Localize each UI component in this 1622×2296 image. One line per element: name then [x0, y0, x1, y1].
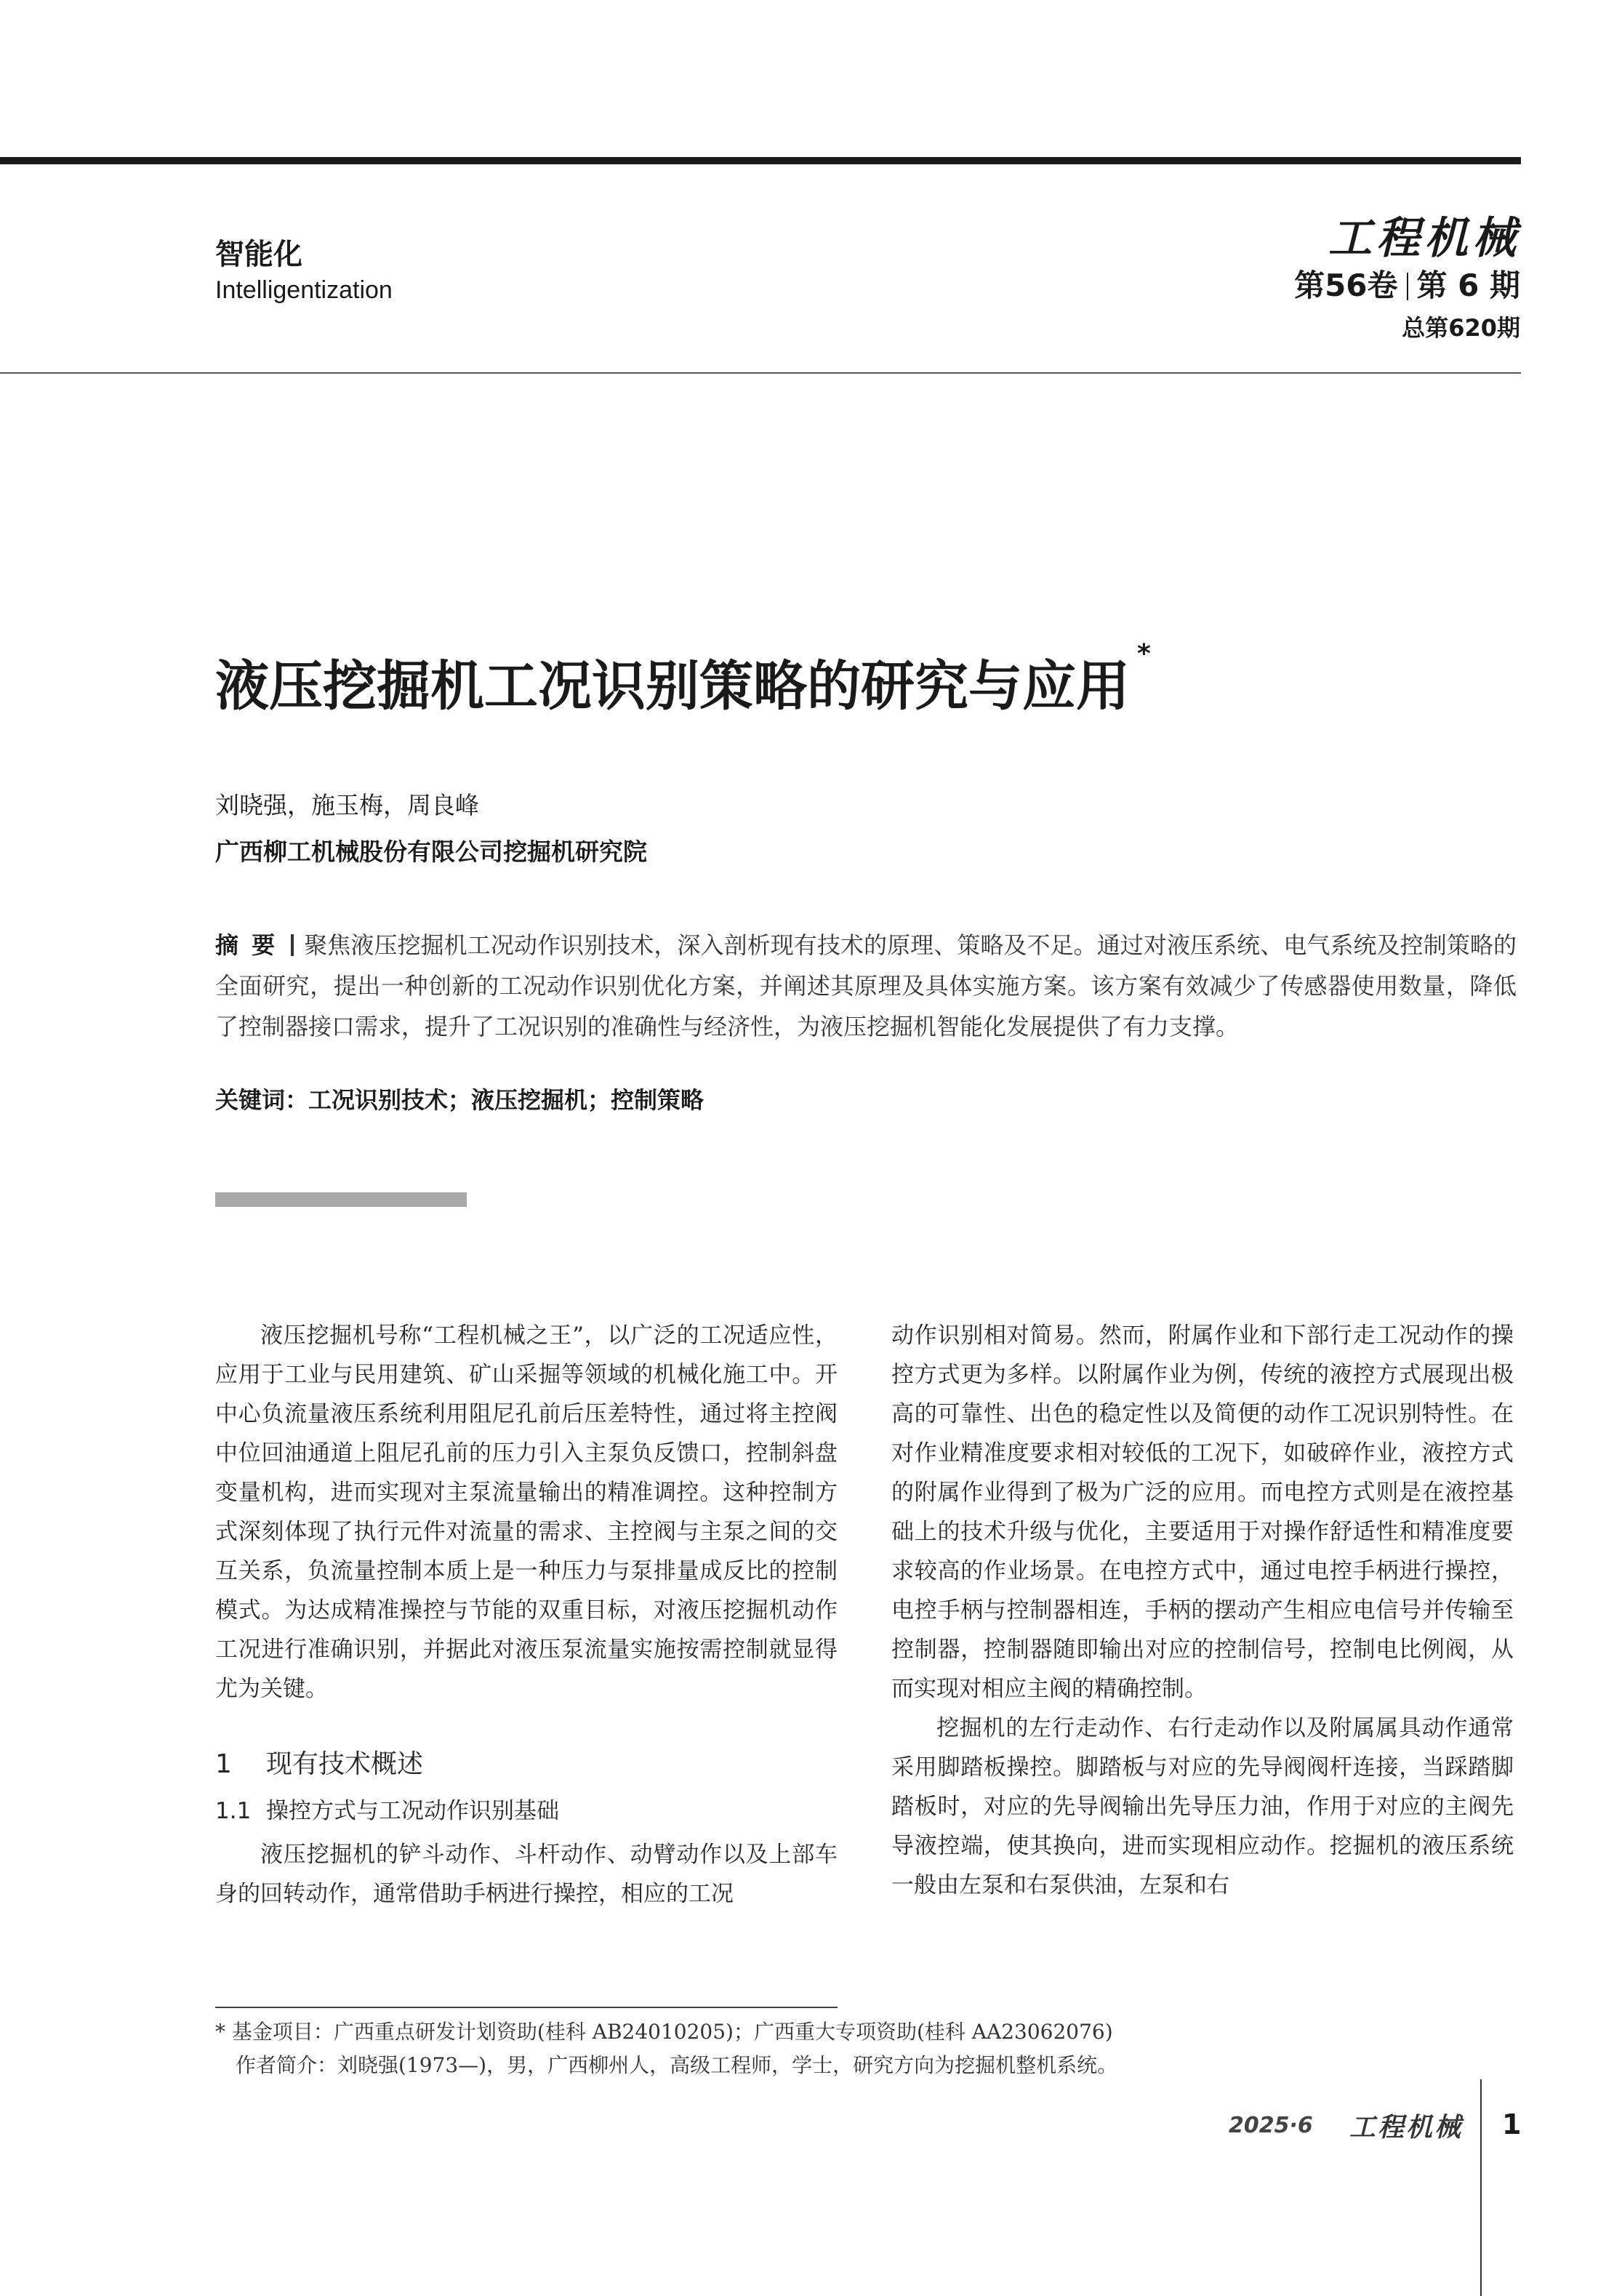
body-paragraph: 液压挖掘机号称“工程机械之王”，以广泛的工况适应性，应用于工业与民用建筑、矿山采掘等领域的机械化施工中。开中心负流量液压系统利用阻尼孔前后压差特性，通过将主控阀中位回油通道上阻尼孔前的压力引入主泵负反馈口，控制斜盘变量机构，进而实现对主泵流量输出的精准调控。这种控制方式深刻体现了执行元件对流量的需求、主控阀与主泵之间的交互关系，负流量控制本质上是一种压力与泵排量成反比的控制模式。为达成精准操控与节能的双重目标，对液压挖掘机动作工况进行准确识别，并据此对液压泵流量实施按需控制就显得尤为关键。: [215, 1322, 838, 1702]
section-label-cn: 智能化: [215, 238, 302, 271]
author-list: 刘晓强，施玉梅，周良峰: [215, 791, 479, 819]
title-footnote-mark: *: [1137, 639, 1151, 669]
section-number: 1: [215, 1749, 232, 1779]
journal-logo: 工程机械: [1328, 213, 1520, 264]
footer-journal-logo: 工程机械: [1349, 2112, 1464, 2143]
footnote: [215, 2015, 1517, 2082]
affiliation: 广西柳工机械股份有限公司挖掘机研究院: [215, 838, 647, 866]
abstract-text: 聚焦液压挖掘机工况动作识别技术，深入剖析现有技术的原理、策略及不足。通过对液压系统、电气系统及控制策略的全面研究，提出一种创新的工况动作识别优化方案，并阐述其原理及具体实施方案。该方案有效减少了传感器使用数量，降低了控制器接口需求，提升了工况识别的准确性与经济性，为液压挖掘机智能化发展提供了有力支撑。: [215, 931, 1517, 1040]
decorative-gray-bar: [215, 1192, 467, 1207]
body-column-right: [891, 1316, 1514, 1905]
body-paragraph-continued: 动作识别相对简易。然而，附属作业和下部行走工况动作的操控方式更为多样。以附属作业为例，传统的液控方式展现出极高的可靠性、出色的稳定性以及简便的动作工况识别特性。在对作业精准度要求相对较低的工况下，如破碎作业，液控方式的附属作业得到了极为广泛的应用。而电控方式则是在液控基础上的技术升级与优化，主要适用于对操作舒适性和精准度要求较高的作业场景。在电控方式中，通过电控手柄进行操控，电控手柄与控制器相连，手柄的摆动产生相应电信号并传输至控制器，控制器随即输出对应的控制信号，控制电比例阀，从而实现对相应主阀的精确控制。: [891, 1322, 1514, 1702]
subsection-heading-1-1: [215, 1791, 838, 1831]
footer-date: 2025·6: [1229, 2113, 1313, 2138]
top-rule: [0, 157, 1521, 164]
section-heading-1: [215, 1745, 838, 1784]
abstract-bar: [291, 934, 294, 956]
volume-separator: [1407, 273, 1408, 300]
volume: 第56卷: [1294, 268, 1398, 303]
footnote-author-bio: 作者简介：刘晓强(1973—)，男，广西柳州人，高级工程师，学士，研究方向为挖掘机整机系统。: [236, 2053, 1118, 2077]
header-divider: [0, 372, 1521, 374]
abstract-label: 摘要: [215, 931, 289, 959]
total-issue: 总第620期: [1402, 314, 1520, 342]
title-text: 液压挖掘机工况识别策略的研究与应用: [215, 655, 1130, 718]
page-number: 1: [1502, 2108, 1522, 2140]
keywords: 关键词：工况识别技术；液压挖掘机；控制策略: [215, 1086, 704, 1114]
subsection-title: 操控方式与工况动作识别基础: [266, 1798, 559, 1824]
footnote-rule: [215, 2007, 838, 2008]
body-paragraph: 挖掘机的左行走动作、右行走动作以及附属属具动作通常采用脚踏板操控。脚踏板与对应的先导阀阀杆连接，当踩踏脚踏板时，对应的先导阀输出先导压力油，作用于对应的主阀先导液控端，使其换向，进而实现相应动作。挖掘机的液压系统一般由左泵和右泵供油，左泵和右: [891, 1715, 1514, 1898]
section-label-en: Intelligentization: [215, 276, 393, 304]
volume-issue: [1294, 262, 1520, 305]
footnote-fund: * 基金项目：广西重点研发计划资助(桂科 AB24010205)；广西重大专项资助(桂科 AA23062076): [215, 2020, 1113, 2044]
section-title: 现有技术概述: [266, 1749, 424, 1779]
body-paragraph: 液压挖掘机的铲斗动作、斗杆动作、动臂动作以及上部车身的回转动作，通常借助手柄进行操控，相应的工况: [215, 1842, 838, 1907]
subsection-number: 1.1: [215, 1798, 252, 1824]
issue: 第 6 期: [1416, 268, 1520, 303]
abstract: [215, 925, 1517, 1047]
article-title: [215, 639, 1151, 720]
footer-divider: [1480, 2079, 1482, 2296]
body-column-left: [215, 1316, 838, 1914]
